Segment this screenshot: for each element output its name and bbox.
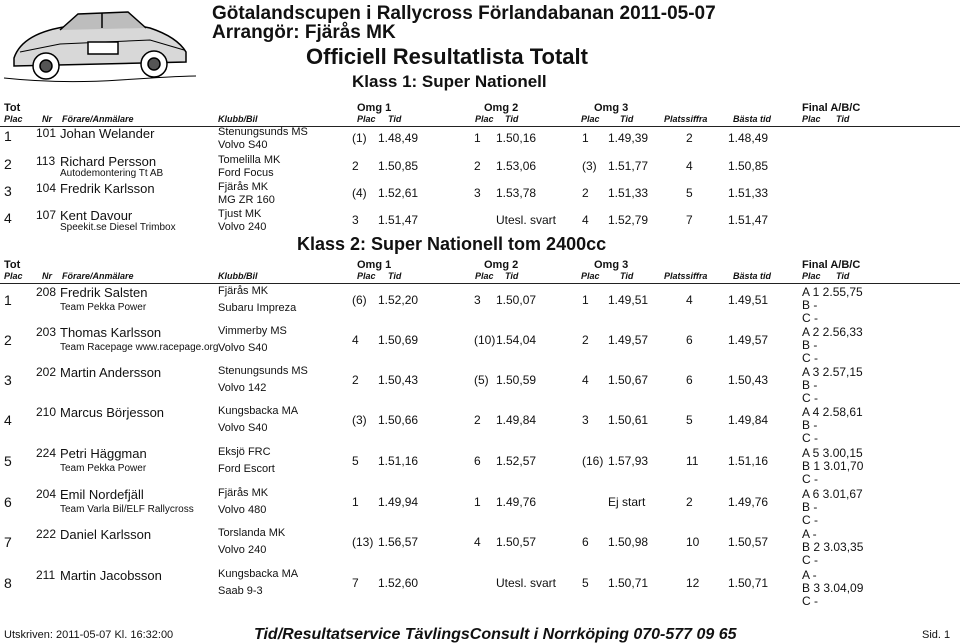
col-omg1-tid-header: Tid <box>388 271 402 281</box>
col-omg3-header: Omg 3 <box>594 259 629 271</box>
col-driver-header: Förare/Anmälare <box>62 271 134 281</box>
final-c-result: C - <box>802 431 818 445</box>
best-time: 1.50,57 <box>728 535 769 549</box>
result-plac: 1 <box>4 128 12 144</box>
car-model: Volvo S40 <box>218 139 268 151</box>
col-club-header: Klubb/Bil <box>218 271 258 281</box>
col-omg1-tid-header: Tid <box>388 114 402 124</box>
result-plac: 1 <box>4 292 12 308</box>
final-b-result: B - <box>802 298 818 312</box>
club-name: Vimmerby MS <box>218 325 287 337</box>
platssiffra: 6 <box>686 333 693 347</box>
col-best-header: Bästa tid <box>733 271 772 281</box>
platssiffra: 11 <box>686 454 699 468</box>
omg3-plac: 4 <box>582 373 589 387</box>
club-name: Fjärås MK <box>218 181 269 193</box>
final-c-result: C - <box>802 472 818 486</box>
omg2-plac: (10) <box>474 333 496 347</box>
platssiffra: 2 <box>686 131 693 145</box>
club-name: Fjärås MK <box>218 285 269 297</box>
final-b-result: B - <box>802 418 818 432</box>
car-model: Volvo 240 <box>218 221 267 233</box>
omg2-time: 1.49,84 <box>496 413 537 427</box>
car-number: 210 <box>36 405 57 419</box>
driver-name: Daniel Karlsson <box>60 527 152 542</box>
final-c-result: C - <box>802 351 818 365</box>
car-number: 208 <box>36 285 57 299</box>
entrant-name: Team Pekka Power <box>60 302 147 313</box>
platssiffra: 4 <box>686 293 693 307</box>
omg2-time: 1.50,57 <box>496 535 537 549</box>
col-omg2-tid-header: Tid <box>505 271 519 281</box>
omg3-plac: 5 <box>582 576 589 590</box>
omg2-time: 1.49,76 <box>496 495 537 509</box>
col-final-header: Final A/B/C <box>802 259 861 271</box>
result-plac: 6 <box>4 494 12 510</box>
best-time: 1.49,76 <box>728 495 769 509</box>
class2-title: Klass 2: Super Nationell tom 2400cc <box>297 234 607 254</box>
omg1-plac: (13) <box>352 535 374 549</box>
driver-name: Richard Persson <box>60 154 157 169</box>
event-title: Götalandscupen i Rallycross Förlandabanan 2011-05-07 <box>212 3 716 24</box>
result-plac: 3 <box>4 372 12 388</box>
omg3-time: 1.51,77 <box>608 159 649 173</box>
car-number: 222 <box>36 527 57 541</box>
col-omg3-tid-header: Tid <box>620 271 634 281</box>
col-omg2-header: Omg 2 <box>484 102 519 114</box>
col-platssiffra-header: Platssiffra <box>664 114 708 124</box>
col-final-tid-header: Tid <box>836 114 850 124</box>
omg2-time: 1.50,59 <box>496 373 537 387</box>
omg1-plac: (3) <box>352 413 367 427</box>
omg1-time: 1.50,43 <box>378 373 419 387</box>
omg3-plac: 1 <box>582 293 589 307</box>
car-model: Volvo S40 <box>218 342 268 354</box>
club-name: Stenungsunds MS <box>218 126 308 138</box>
platssiffra: 6 <box>686 373 693 387</box>
omg3-plac: 1 <box>582 131 589 145</box>
club-name: Fjärås MK <box>218 487 269 499</box>
platssiffra: 5 <box>686 413 693 427</box>
result-plac: 4 <box>4 412 12 428</box>
final-a-result: A - <box>802 527 817 541</box>
final-a-result: A 4 2.58,61 <box>802 405 863 419</box>
final-c-result: C - <box>802 553 818 567</box>
col-plac-header: Plac <box>4 271 23 281</box>
class1-title: Klass 1: Super Nationell <box>352 72 547 91</box>
col-final-header: Final A/B/C <box>802 102 861 114</box>
result-plac: 2 <box>4 332 12 348</box>
omg1-time: 1.48,49 <box>378 131 419 145</box>
entrant-name: Team Pekka Power <box>60 463 147 474</box>
omg2-time: 1.53,78 <box>496 186 537 200</box>
entrant-name: Speekit.se Diesel Trimbox <box>60 222 176 233</box>
final-b-result: B 2 3.03,35 <box>802 540 864 554</box>
omg1-time: 1.52,61 <box>378 186 419 200</box>
col-driver-header: Förare/Anmälare <box>62 114 134 124</box>
col-final-plac-header: Plac <box>802 114 821 124</box>
driver-name: Fredrik Karlsson <box>60 181 155 196</box>
result-plac: 3 <box>4 183 12 199</box>
page-number: Sid. 1 <box>922 629 951 641</box>
best-time: 1.51,33 <box>728 186 769 200</box>
col-nr-header: Nr <box>42 271 53 281</box>
result-plac: 5 <box>4 453 12 469</box>
omg1-time: 1.50,66 <box>378 413 419 427</box>
best-time: 1.49,51 <box>728 293 769 307</box>
omg2-time: 1.52,57 <box>496 454 537 468</box>
best-time: 1.51,47 <box>728 213 769 227</box>
col-omg2-plac-header: Plac <box>475 271 494 281</box>
omg1-plac: (1) <box>352 131 367 145</box>
omg3-plac: 3 <box>582 413 589 427</box>
rally-car-logo <box>0 0 200 96</box>
result-plac: 2 <box>4 156 12 172</box>
omg3-time: 1.50,98 <box>608 535 649 549</box>
best-time: 1.48,49 <box>728 131 769 145</box>
driver-name: Petri Häggman <box>60 446 147 461</box>
platssiffra: 12 <box>686 576 700 590</box>
final-b-result: B 1 3.01,70 <box>802 459 864 473</box>
final-a-result: A 1 2.55,75 <box>802 285 863 299</box>
driver-name: Kent Davour <box>60 208 133 223</box>
car-model: Saab 9-3 <box>218 585 263 597</box>
result-plac: 7 <box>4 534 12 550</box>
omg2-plac: 1 <box>474 131 481 145</box>
col-omg2-tid-header: Tid <box>505 114 519 124</box>
club-name: Eksjö FRC <box>218 446 271 458</box>
omg2-plac: 3 <box>474 293 481 307</box>
col-platssiffra-header: Platssiffra <box>664 271 708 281</box>
driver-name: Johan Welander <box>60 126 155 141</box>
car-number: 113 <box>36 154 56 168</box>
col-omg3-tid-header: Tid <box>620 114 634 124</box>
driver-name: Emil Nordefjäll <box>60 487 144 502</box>
final-c-result: C - <box>802 594 818 608</box>
omg2-plac: 2 <box>474 413 481 427</box>
club-name: Stenungsunds MS <box>218 365 308 377</box>
entrant-name: Team Varla Bil/ELF Rallycross <box>60 504 194 515</box>
club-name: Kungsbacka MA <box>218 568 299 580</box>
omg1-time: 1.50,85 <box>378 159 419 173</box>
omg2-plac: (5) <box>474 373 489 387</box>
final-b-result: B - <box>802 338 818 352</box>
omg1-time: 1.52,60 <box>378 576 419 590</box>
omg3-time: 1.49,39 <box>608 131 649 145</box>
car-number: 101 <box>36 126 57 140</box>
driver-name: Martin Andersson <box>60 365 162 380</box>
final-b-result: B - <box>802 378 818 392</box>
platssiffra: 7 <box>686 213 693 227</box>
platssiffra: 5 <box>686 186 693 200</box>
omg1-plac: 1 <box>352 495 359 509</box>
omg1-time: 1.49,94 <box>378 495 419 509</box>
col-omg3-plac-header: Plac <box>581 114 600 124</box>
col-nr-header: Nr <box>42 114 53 124</box>
omg3-time: 1.57,93 <box>608 454 649 468</box>
car-model: Subaru Impreza <box>218 302 297 314</box>
col-club-header: Klubb/Bil <box>218 114 258 124</box>
car-number: 203 <box>36 325 57 339</box>
omg2-plac: 6 <box>474 454 481 468</box>
col-plac-header: Plac <box>4 114 23 124</box>
omg2-plac: 3 <box>474 186 481 200</box>
best-time: 1.50,71 <box>728 576 769 590</box>
omg3-plac: 6 <box>582 535 589 549</box>
omg2-plac: 2 <box>474 159 481 173</box>
omg2-time: 1.50,07 <box>496 293 537 307</box>
car-model: MG ZR 160 <box>218 194 275 206</box>
col-tot-header: Tot <box>4 259 21 271</box>
omg2-time: Utesl. svart <box>496 576 557 590</box>
col-best-header: Bästa tid <box>733 114 772 124</box>
final-a-result: A 3 2.57,15 <box>802 365 863 379</box>
omg3-plac: (16) <box>582 454 604 468</box>
final-a-result: A 2 2.56,33 <box>802 325 863 339</box>
best-time: 1.51,16 <box>728 454 769 468</box>
organizer-line: Arrangör: Fjärås MK <box>212 22 396 43</box>
final-c-result: C - <box>802 311 818 325</box>
omg2-time: 1.54,04 <box>496 333 537 347</box>
omg2-time: 1.53,06 <box>496 159 537 173</box>
platssiffra: 10 <box>686 535 700 549</box>
omg3-time: 1.50,71 <box>608 576 649 590</box>
car-number: 104 <box>36 181 57 195</box>
omg2-time: 1.50,16 <box>496 131 537 145</box>
car-model: Ford Focus <box>218 167 274 179</box>
car-model: Volvo S40 <box>218 422 268 434</box>
omg1-time: 1.56,57 <box>378 535 419 549</box>
col-omg1-header: Omg 1 <box>357 102 392 114</box>
best-time: 1.50,43 <box>728 373 769 387</box>
omg2-plac: 4 <box>474 535 481 549</box>
printed-timestamp: Utskriven: 2011-05-07 Kl. 16:32:00 <box>4 629 174 641</box>
club-name: Tomelilla MK <box>218 154 281 166</box>
col-omg3-plac-header: Plac <box>581 271 600 281</box>
omg3-plac: 2 <box>582 333 589 347</box>
omg1-time: 1.50,69 <box>378 333 419 347</box>
final-b-result: B - <box>802 500 818 514</box>
omg3-plac: 2 <box>582 186 589 200</box>
col-omg1-plac-header: Plac <box>357 114 376 124</box>
col-omg1-plac-header: Plac <box>357 271 376 281</box>
document-title: Officiell Resultatlista Totalt <box>306 44 588 69</box>
best-time: 1.49,84 <box>728 413 769 427</box>
entrant-name: Autodemontering Tt AB <box>60 168 164 179</box>
omg3-time: 1.49,57 <box>608 333 649 347</box>
car-number: 204 <box>36 487 57 501</box>
omg3-time: 1.50,67 <box>608 373 649 387</box>
driver-name: Thomas Karlsson <box>60 325 162 340</box>
final-a-result: A - <box>802 568 817 582</box>
club-name: Torslanda MK <box>218 527 286 539</box>
car-number: 107 <box>36 208 57 222</box>
driver-name: Fredrik Salsten <box>60 285 148 300</box>
header-rule <box>0 283 960 284</box>
final-a-result: A 5 3.00,15 <box>802 446 863 460</box>
driver-name: Marcus Börjesson <box>60 405 165 420</box>
car-model: Volvo 142 <box>218 382 267 394</box>
result-plac: 8 <box>4 575 12 591</box>
omg1-plac: 7 <box>352 576 359 590</box>
car-number: 224 <box>36 446 57 460</box>
entrant-name: Team Racepage www.racepage.org <box>60 342 219 353</box>
omg1-time: 1.51,47 <box>378 213 419 227</box>
col-final-plac-header: Plac <box>802 271 821 281</box>
col-tot-header: Tot <box>4 102 21 114</box>
timing-service-credit: Tid/Resultatservice TävlingsConsult i Norrköping 070-577 09 65 <box>254 626 737 643</box>
col-final-tid-header: Tid <box>836 271 850 281</box>
result-plac: 4 <box>4 210 12 226</box>
col-omg2-header: Omg 2 <box>484 259 519 271</box>
col-omg1-header: Omg 1 <box>357 259 392 271</box>
col-omg3-header: Omg 3 <box>594 102 629 114</box>
car-number: 202 <box>36 365 57 379</box>
col-omg2-plac-header: Plac <box>475 114 494 124</box>
omg1-plac: 2 <box>352 373 359 387</box>
omg1-plac: (4) <box>352 186 367 200</box>
omg1-time: 1.52,20 <box>378 293 419 307</box>
club-name: Tjust MK <box>218 208 262 220</box>
platssiffra: 4 <box>686 159 693 173</box>
platssiffra: 2 <box>686 495 693 509</box>
omg3-plac: 4 <box>582 213 589 227</box>
best-time: 1.49,57 <box>728 333 769 347</box>
car-model: Ford Escort <box>218 463 275 475</box>
omg3-time: 1.49,51 <box>608 293 649 307</box>
car-model: Volvo 240 <box>218 544 267 556</box>
final-a-result: A 6 3.01,67 <box>802 487 863 501</box>
omg1-plac: 4 <box>352 333 359 347</box>
omg1-time: 1.51,16 <box>378 454 419 468</box>
final-b-result: B 3 3.04,09 <box>802 581 864 595</box>
final-c-result: C - <box>802 513 818 527</box>
club-name: Kungsbacka MA <box>218 405 299 417</box>
omg3-time: 1.51,33 <box>608 186 649 200</box>
final-c-result: C - <box>802 391 818 405</box>
omg2-time: Utesl. svart <box>496 213 557 227</box>
omg3-time: Ej start <box>608 495 646 509</box>
car-model: Volvo 480 <box>218 504 267 516</box>
omg1-plac: 3 <box>352 213 359 227</box>
omg1-plac: 5 <box>352 454 359 468</box>
car-number: 211 <box>36 568 56 582</box>
omg2-plac: 1 <box>474 495 481 509</box>
omg3-plac: (3) <box>582 159 597 173</box>
omg3-time: 1.52,79 <box>608 213 649 227</box>
omg3-time: 1.50,61 <box>608 413 649 427</box>
omg1-plac: (6) <box>352 293 367 307</box>
omg1-plac: 2 <box>352 159 359 173</box>
driver-name: Martin Jacobsson <box>60 568 162 583</box>
best-time: 1.50,85 <box>728 159 769 173</box>
